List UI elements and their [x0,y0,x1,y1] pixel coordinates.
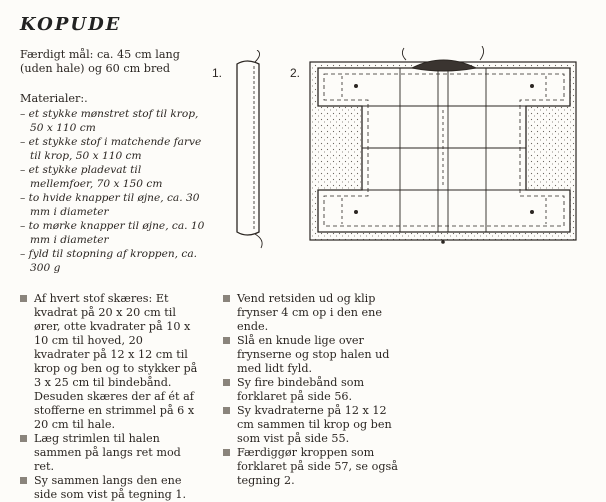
instruction-step: Sy kvadraterne på 12 x 12 cm sammen til krop og ben som vist på side 55. [223,404,398,446]
materials-item: – et stykke stof i matchende farve til krop, 50 x 110 cm [20,136,202,162]
instructions-left [20,292,200,502]
instruction-step: Slå en knude lige over frynserne og stop halen ud med lidt fyld. [223,334,398,376]
instruction-step: Sy sammen langs den ene side som vist på tegning 1. [20,474,200,502]
instruction-step: Læg strimlen til halen sammen på langs ret mod ret. [20,432,200,474]
materials-heading: Materialer:. [20,92,88,105]
instruction-step: Vend retsiden ud og klip frynser 4 cm op i den ene ende. [223,292,398,334]
materials-item: – et stykke mønstret stof til krop, 50 x 110 cm [20,108,199,134]
instructions-right [223,292,398,488]
figure-2-label: 2. [290,66,301,80]
finished-size-text: Færdigt mål: ca. 45 cm lang (uden hale) og 60 cm bred [20,48,180,75]
materials-item: – fyld til stopning af kroppen, ca. 300 g [20,248,198,274]
instruction-step: Sy fire bindebånd som forklaret på side 56. [223,376,398,404]
figure-1-label: 1. [212,66,223,80]
figure-1-tail-drawing [225,50,275,250]
instruction-step: Af hvert stof skæres: Et kvadrat på 20 x 20 cm til ører, otte kvadrater på 10 x 10 cm til hoved, 20 kvadrater på 12 x 12 cm til krop og ben og to stykker på 3 x 25 cm til bindebånd. Desuden skæres der af ét af stofferne en strimmel på 6 x 20 cm til hale. [20,292,200,432]
materials-list [20,107,205,275]
materials-item: – et stykke pladevat til mellemfoer, 70 x 150 cm [20,164,163,190]
instruction-step: Færdiggør kroppen som forklaret på side 57, se også tegning 2. [223,446,398,488]
page-title: KOPUDE [20,14,122,35]
figure-2-body-drawing [308,46,578,256]
materials-item: – to hvide knapper til øjne, ca. 30 mm i diameter [20,192,200,218]
materials-item: – to mørke knapper til øjne, ca. 10 mm i diameter [20,220,205,246]
